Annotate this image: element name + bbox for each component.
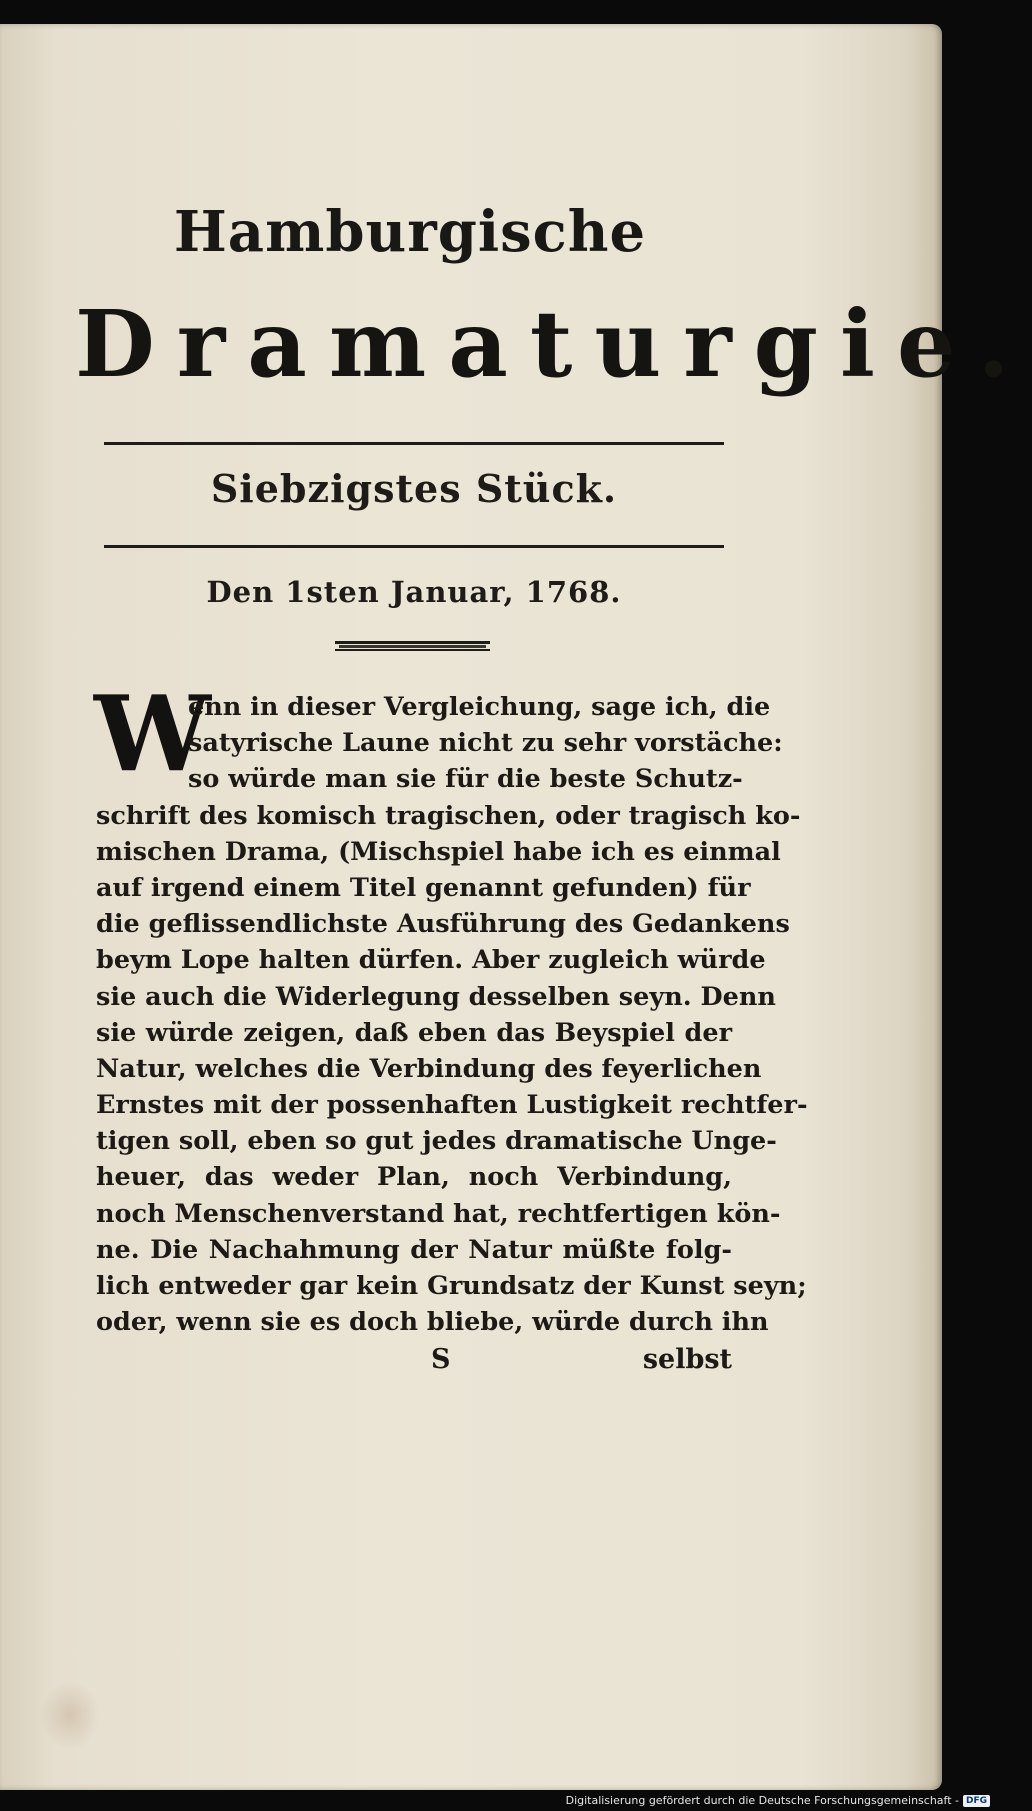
text-line: beym Lope halten dürfen. Aber zugleich würde: [96, 945, 766, 976]
bottom-rule: [104, 545, 724, 548]
text-line: oder, wenn sie es doch bliebe, würde durch ihn: [96, 1307, 769, 1338]
text-line: sie würde zeigen, daß eben das Beyspiel der: [96, 1017, 732, 1048]
text-line: mischen Drama, (Mischspiel habe ich es einmal: [96, 836, 781, 867]
page-footer: [96, 1344, 732, 1384]
text-line: lich entweder gar kein Grundsatz der Kunst seyn;: [96, 1271, 807, 1301]
text-line: schrift des komisch tragischen, oder tragisch ko-: [96, 800, 801, 831]
digitization-credit: [566, 1794, 990, 1807]
issue-heading: Siebzigstes Stück.: [210, 466, 618, 511]
ornament-divider: [335, 639, 490, 653]
text-line: satyrische Laune nicht zu sehr vorstäche:: [188, 728, 783, 759]
top-rule: [104, 442, 724, 445]
issue-date: Den 1sten Januar, 1768.: [206, 575, 622, 609]
catchword: selbst: [642, 1344, 732, 1375]
text-line: noch Menschenverstand hat, rechtfertigen kön-: [96, 1198, 781, 1229]
text-line: ne. Die Nachahmung der Natur müßte folg-: [96, 1234, 732, 1265]
text-line: Natur, welches die Verbindung des feyerlichen: [96, 1053, 762, 1084]
text-line: tigen soll, eben so gut jedes dramatische Unge-: [96, 1126, 777, 1157]
book-page: [0, 24, 1032, 1790]
credit-text: Digitalisierung gefördert durch die Deutsche Forschungsgemeinschaft -: [565, 1794, 959, 1807]
body-paragraph: [96, 689, 808, 1340]
text-line: heuer, das weder Plan, noch Verbindung,: [96, 1162, 732, 1193]
signature-mark: S: [431, 1344, 451, 1375]
text-line: so würde man sie für die beste Schutz-: [188, 764, 743, 795]
title-line-2: Dramaturgie.: [75, 290, 1032, 398]
text-line: Ernstes mit der possenhaften Lustigkeit rechtfer-: [96, 1090, 808, 1121]
text-line: die geflissendlichste Ausführung des Gedankens: [96, 909, 790, 940]
text-line: enn in dieser Vergleichung, sage ich, die: [188, 692, 771, 722]
text-line: sie auch die Widerlegung desselben seyn. Denn: [96, 981, 776, 1012]
dfg-logo: DFG: [963, 1795, 990, 1807]
text-line: auf irgend einem Titel genannt gefunden) für: [96, 872, 751, 903]
drop-cap: W: [94, 672, 211, 795]
title-line-1: Hamburgische: [173, 199, 647, 265]
